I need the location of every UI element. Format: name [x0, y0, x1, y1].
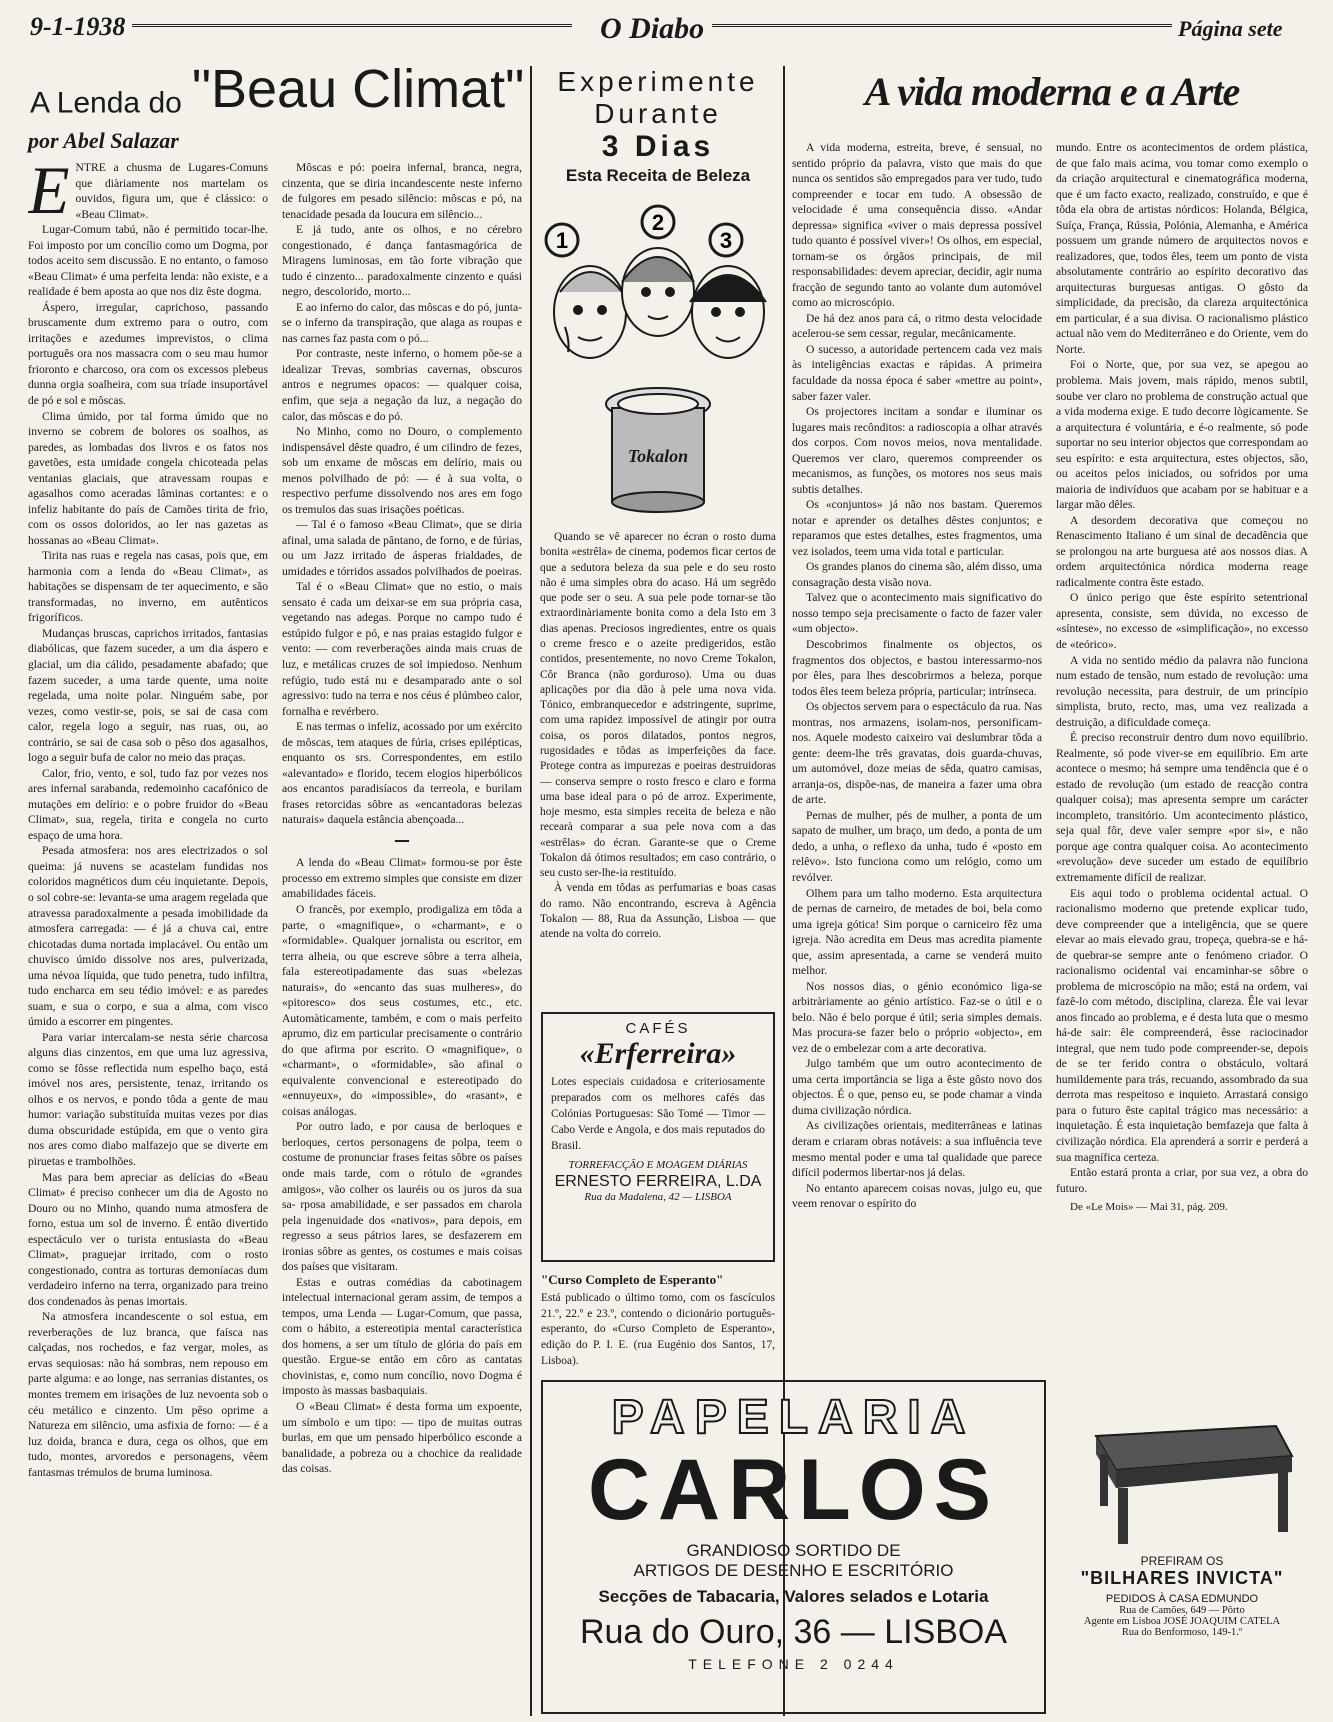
lead-paragraph: NTRE a chusma de Lugares-Comuns que diàriamente nos martelam os ouvidos, figura um, que é clássico: o «Beau Climat».: [75, 161, 268, 221]
paragraph: Tal é o «Beau Climat» que no estio, o mais sensato é cada um deixar-se em sua própria casa, vegetando nas adegas. Porque no campo tudo é estúpido fulgor e pó, e nas praias estagido fulgor e vento: — com reverberações ainda mais cruas de luz, e metálicas cruzes de sol impiedoso. Nenhum refúgio, tudo está nu e desamparado ante o sol agressivo: tudo na terra e nos céus é plúmbeo calor, fornalha e revérbero.: [282, 580, 522, 718]
face-middle-woman-icon: [622, 248, 694, 336]
paragraph: E já tudo, ante os olhos, e no cérebro congestionado, é dança fantasmagórica de Miragens luminosas, em tão forte vibração que tudo é cinzento... paradoxalmente cinzento e quási negro, descolorido, morto...: [282, 223, 522, 299]
paragraph: A vida moderna, estreita, breve, é sensual, no sentido próprio da palavra, visto que mais do que nunca os sentidos são empregados para ver tudo, tudo compreender e tocar em tudo. A obsessão de velocidade é uma consequência disso. «Andar depressa» significa «viver o mais depressa possível tudo quanto é possível viver»! Os olhos, em especial, tornam-se os órgãos principais, de mil responsabilidades: devem apreciar, decidir, agir numa fracção de segundo tanto ao volante dum automóvel como ao microscópio.: [792, 141, 1042, 310]
article-column-1a: [28, 160, 268, 1715]
paragraph: As civilizações orientais, mediterrâneas e latinas deram e criaram obras notáveis: a sua influência teve mesmo mental poder e uma tal qualidade que parece difícil podermos libertar-nos já delas.: [792, 1119, 1042, 1180]
cafes-address: Rua da Madalena, 42 — LISBOA: [584, 1190, 732, 1203]
face-old-woman-icon: [554, 266, 626, 358]
paragraph: No Minho, como no Douro, o complemento indispensável dêste quadro, é um cilindro de fezes, sob um enxame de môscas em delírio, mais ou menos polvilhado de pó: — é à sua volta, o respectivo perfume dissolvendo nos ares em fogo os tremulos das suas irisações poéticas.: [282, 425, 522, 516]
paragraph: Julgo também que um outro acontecimento de uma certa importância se liga a êste gôsto novo dos objectos. É o que, penso eu, se pode chamar a vinda duma civilização nórdica.: [792, 1057, 1042, 1117]
papelaria-line4: ARTIGOS DE DESENHO E ESCRITÓRIO: [633, 1561, 954, 1580]
paragraph: Para variar intercalam-se nesta série charcosa alguns dias cinzentos, em que uma luz agressiva, como se fôsse reflectida num espelho baço, está imóvel nos ares, persistente, tenaz, irritando os olhos e os nervos, e pondo tôda a gente de mau humor: variação substituída muitas vezes por dias duma obscuridade estúpida, em que o vento gira nos ares como diabo malfazejo que se diverte em piruetas e trambolhões.: [28, 1030, 268, 1168]
drop-cap: E: [28, 160, 70, 228]
paragraph: Olhem para um talho moderno. Esta arquitectura de pernas de carneiro, de metades de boi, bela como uma igreja gótica! Sim porque o carniceiro fêz uma igreja. Não acredita em Deus mas acredita piamente que, assim apresentada, a carne se venderá muito melhor.: [792, 886, 1042, 978]
byline: por Abel Salazar: [28, 128, 179, 153]
article-column-2a: [792, 140, 1042, 1212]
papelaria-line3: GRANDIOSO SORTIDO DE: [686, 1541, 901, 1560]
bilhares-brand: "BILHARES INVICTA": [1080, 1568, 1284, 1588]
paragraph: Eis aqui todo o problema ocidental actual. O racionalismo moderno que pretende explicar tudo, deve compreender que a inteligência, que se quere elevar ao mais elevado grau, tropeça, quebra-se e há-de quebrar-se sempre ante o fenómeno criador. O racionalismo ocidental vai encaminhar-se sôbre o problema de microscópio na mão; está na ordem, vai fazê-lo com método, disciplina, clareza. Êle vai levar anos fincado ao problema, e é desta luta que o mesmo há-de sair: êle compreenderá, êsse raciocinador integral, que nem tudo pode compreender-se, depois de se ter ferido contra o obstáculo, voltará humildemente para trás, recuando, assombrado da sua derrota mas respeitoso e inquieto. Arrastará consigo para o futuro êste capital trágico mas necessário: a inquietação. É esta inquietação bemfazeja que falta à civilização nórdica. Ela aprenderá a sorrir e perderá a sua magnífica certeza.: [1056, 886, 1308, 1164]
bilhares-line4: Rua de Camões, 649 — Pôrto: [1119, 1605, 1245, 1616]
paragraph: Talvez que o acontecimento mais significativo do nosso tempo seja precisamente o facto de fazer valer «um objecto».: [792, 591, 1042, 636]
papelaria-address: Rua do Ouro, 36 — LISBOA: [579, 1613, 1008, 1651]
newspaper-title: O Diabo: [600, 12, 705, 45]
paragraph: Foi o Norte, que, por sua vez, se apegou ao problema. Mais jovem, mais rápido, menos subtil, soube ver claro no problema de construção actual que a vida moderna exige. E tudo decorre lògicamente. Se a arquitectura é voluntária, e é-o realmente, só pode suportar no seu interior objectos que correspondam ao seu espírito: e esta arquitectura, estes objectos, são, ou aceitos pelos iniciados, ou sofridos por uma maioria de indivíduos que acabam por se habituar e a largar mão dêles.: [1056, 358, 1308, 512]
paragraph: O sucesso, a autoridade pertencem cada vez mais às inteligências exactas e rápidas. A primeira faculdade da nossa época é saber «mettre au point», saber fazer valer.: [792, 342, 1042, 403]
cafes-body: Lotes especiais cuidadosa e criteriosamente preparados com os melhores cafés das Colónias Portuguesas: São Tomé — Timor — Cabo Verde e Angola, e dos mais reputados do Brasil.: [551, 1076, 765, 1152]
paragraph: Descobrimos finalmente os objectos, os fragmentos dos objectos, e bastou interessarmo-nos por êles, para lhes descobrirmos a beleza, porque todos êles teem beleza própria, particular; intrínseca.: [792, 638, 1042, 698]
badge-3-label: 3: [719, 228, 733, 253]
tokalon-ad: [540, 66, 776, 1006]
tokalon-copy: [540, 530, 776, 943]
paragraph: Então estará pronta a criar, por sua vez, a obra do futuro.: [1056, 1166, 1308, 1195]
paragraph: Quando se vê aparecer no écran o rosto duma bonita «estrêla» de cinema, podemos ficar certos de que a sedutora beleza da sua pele e do seu rosto não é uma simples obra do acaso. Há um segrêdo que pode ser o seu. A sua pele pode tornar-se tão extraordinàriamente bonita como a dela Isto em 3 dias apenas. Preciosos ingredientes, entre os quais o creme fresco e o azeite predigeridos, estão contidos, presentemente, no novo Creme Tokalon, Côr Branca (não gorduroso). Uma ou duas aplicações por dia dão à pele uma nova vida. Tónico, embranquecedor e adstringente, suprime, com uma rapidez impossível de atingir por outra coisa, os poros dilatados, pontos negros, rugosidades e tôdas as imperfeições da face. Protege contra as impurezas e poeiras destruidoras — conserva sempre o rosto fresco e claro e forma uma base ideal para o pó de arroz. Experimente, hoje mesmo, esta simples receita de beleza e não recearà comparar a sua pele nova com a das «estrêlas» do écran. Garante-se que o Creme Tokalon dá ótimos resultados; em caso contrário, o seu custo ser-lhe-ia restituído.: [540, 531, 776, 880]
paragraph: E nas termas o infeliz, acossado por um exército de môscas, tem ataques de fúria, crises epilépticas, enquanto os srs. Correspondentes, em estilo «alevantado» e florido, tecem elogios hiperbólicos aos encantos paradisíacos da terreola, e burilam frases retorcidas sôbre as «encantadoras belezas naturais» daquela estância abençoada...: [282, 720, 522, 827]
face-young-woman-icon: [690, 266, 766, 358]
headline-main: "Beau Climat": [191, 59, 525, 119]
paragraph: A vida no sentido médio da palavra não funciona num estado de tensão, num estado de revolução: uma revolução necessita, para destruir, de um princípio simplista, bruto, recto, mas, uma vez realizada a destruição, a dificuldade começa.: [1056, 653, 1308, 729]
paragraph: À venda em tôdas as perfumarias e boas casas do ramo. Não encontrando, escreva à Agência Tokalon — 88, Rua da Assunção, Lisboa — que atende na volta do correio.: [540, 882, 776, 941]
paragraph: mundo. Entre os acontecimentos de ordem plástica, de que falo mais acima, vou tomar como exemplo o da criação arquitectural e cinematográfica moderna, que é um facto exacto, realizado, construído, e que é tôda ela obra de artistas nórdicos: Holanda, Bélgica, Suíça, França, Rússia, Polónia, Alemanha, e América possuem um grande número de arquitectos novos e realizadores, que, todos êles, teem um ponto de vista absolutamente contrário ao espírito decorativo das arquitecturas burguesas antigas. O gôsto da simplicidade, da precisão, da clareza arquitectónica em particular, é a sua divisa. O racionalismo plástico actual não vem do Mediterrâneo e do Oriente, vem do Norte.: [1056, 141, 1308, 356]
paragraph: Estas e outras comédias da cabotinagem intelectual internacional geram assim, de tempos a tempos, uma Lenda — Lugar-Comum, que passa, com o hábito, a estereotipia mental característica dos homens, a ser um título de glória do país em questão. Ergue-se então em côro as cantatas chovinistas, e, como num concílio, novo Dogma é imposto às massas basbaquiais.: [282, 1275, 522, 1398]
cafes-title: CAFÉS: [625, 1020, 691, 1037]
esperanto-body: Está publicado o último tomo, com os fascículos 21.º, 22.º e 23.º, contendo o dicionário português-esperanto, do «Curso Completo de Esperanto», edição do P. I. E. (rua Eugénio dos Santos, 17, Lisboa).: [541, 1292, 775, 1367]
papelaria-brand: CARLOS: [587, 1442, 1000, 1538]
article-headline-vida: A vida moderna e a Arte: [864, 69, 1240, 114]
page-number: Página sete: [1178, 16, 1283, 41]
article-column-2b: [1056, 140, 1308, 1212]
cafes-ad: [541, 1012, 775, 1262]
cafes-company: ERNESTO FERREIRA, L.DA: [554, 1172, 762, 1190]
paragraph: Môscas e pó: poeira infernal, branca, negra, cinzenta, que se diria incandescente neste inferno de fulgores em pesado silêncio: môscas e pó, na tenacidade pesada da loucura em silêncio...: [282, 161, 522, 221]
paragraph: Por outro lado, e por causa de berloques e berloques, certos personagens de polpa, teem o costume de pronunciar frases feitas sôbre os países onde mais tarde, com o rótulo de «grandes amigos», vão colher os lauréis ou os juros da sua sa- rposa amabilidade, e ser passados em charola pela ingenuidade dos «nativos», para depois, em regresso a seus pátrios lares, se desfazerem em ironias sôbre as gentes, os costumes e mais coisas dos países que visitaram.: [282, 1120, 522, 1274]
esperanto-title: "Curso Completo de Esperanto": [541, 1272, 724, 1287]
bilhares-ad: [1056, 1380, 1308, 1714]
paragraph: O «Beau Climat» é desta forma um expoente, um símbolo e um tipo: — tipo de muitas outras burlas, em que um pensado hiperbólico esconde a banalidade, a pobreza ou a chochice da realidade das coisas.: [282, 1399, 522, 1476]
badge-2-label: 2: [651, 210, 665, 235]
header-rule-left: [132, 24, 572, 33]
paragraph: A desordem decorativa que começou no Renascimento Italiano é um sinal de decadência que se prolongou na arte burguesa até aos nossos dias. A ordem arquitectónica nórdica moderna reage radicalmente contra êste estado.: [1056, 513, 1308, 589]
bilhares-line6: Rua do Benformoso, 149-1.º: [1121, 1627, 1243, 1638]
ad-line-receita: Esta Receita de Beleza: [565, 166, 751, 185]
esperanto-notice: [541, 1272, 775, 1370]
cafes-brand: «Erferreira»: [579, 1037, 737, 1070]
paragraph: O francês, por exemplo, prodigaliza em tôda a parte, o «magnifique», o «charmant», e o «formidable». Qualquer jornalista ou escritor, em terra alheia, ou que escreve sôbre a terra alheia, fala estereotipadamente das suas «belezas naturais», do «encanto das suas mulheres», do «pitoresco» dos seus costumes, etc., etc. Automàticamente, também, e com o mais perfeito aprumo, diz em particular precisamente o contrário do que afirma por escrito. O «magnifique», o «charmant», o «formidable», são afinal o equivalente convencional e estereotipado do «ennuyeux», do «impossible», do «rasant», e coisas análogas.: [282, 902, 522, 1118]
jar-label: Tokalon: [627, 446, 689, 466]
paragraph: Nos nossos dias, o génio económico liga-se arbitràriamente ao génio artístico. Faz-se o útil e o belo. Não é belo porque é útil; seria simples demais. Mas procura-se fazer belo o próprio «objecto», em vez de o embelezar com a arte decorativa.: [792, 979, 1042, 1055]
issue-date: 9-1-1938: [30, 12, 126, 41]
headline-pre: A Lenda do: [30, 86, 182, 120]
paragraph: — Tal é o famoso «Beau Climat», que se diria afinal, uma salada de pântano, de forno, e de fúrias, ou um Jazz irritado de ásperas frialdades, de umidades e tórridos assados polvilhados de poeiras.: [282, 518, 522, 578]
cafes-tag: TORREFACÇÃO E MOAGEM DIÁRIAS: [568, 1158, 748, 1171]
paragraph: Lugar-Comum tabú, não é permitido tocar-lhe. Foi imposto por um concílio como um Dogma, por todos aceito sem discussão. E no entanto, o famoso «Beau Climat» é uma perfeita lenda: não existe, e a realidade é bem aposta ao que nos diz êste dogma.: [28, 223, 268, 299]
paragraph: Os objectos servem para o espectáculo da rua. Nas montras, nos armazens, isolam-nos, personificam-nos. Aquele modesto caixeiro vai deslumbrar tôda a gente: deem-lhe três gravatas, dois guarda-chuvas, um automóvel, doze meias de sêda, quatro camisas, arranja-os, dispõe-nas, de maneira a fazer uma obra de arte.: [792, 700, 1042, 807]
bilhares-line3: PEDIDOS À CASA EDMUNDO: [1105, 1593, 1259, 1605]
paragraph: A lenda do «Beau Climat» formou-se por êste processo em extremo simples que consiste em dizer amabilidades fáceis.: [282, 856, 522, 901]
header-rule-right: [712, 24, 1172, 33]
badge-1-label: 1: [555, 228, 569, 253]
article-source: De «Le Mois» — Mai 31, pág. 209.: [1070, 1201, 1228, 1212]
article-headline: [30, 59, 525, 128]
paragraph: É preciso reconstruir dentro dum novo equilíbrio. Realmente, só pode viver-se em equilíbrio. Em arte acontece o mesmo; há sempre uma tendência que é o estado de revolução (um estado de reacção contra qualquer coisa); mas apresenta sempre um carácter incompleto, transitório. Um acontecimento plástico, seja qual fôr, deve valer sempre «por si», e não porque age contra qualquer coisa. Ao acontecimento «revolução» deve suceder um estado de equilíbrio extremamente difícil de realizar.: [1056, 731, 1308, 884]
ad-line-experimente: Experimente: [557, 66, 759, 97]
paragraph: Pernas de mulher, pés de mulher, a ponta de um sapato de mulher, um braço, um dedo, a ponta de um dedo, a unha, o reflexo da unha, tudo é «posto em relêvo». Isto funciona como um relógio, como um revólver.: [792, 808, 1042, 884]
paragraph: Mudanças bruscas, caprichos irritados, fantasias diabólicas, que fazem suceder, a um dia áspero e glacial, um dia cálido, pesadamente abafado; que fazem suceder, a uma tarde quente, uma noite regelada, uma noite polar. Ninguém sabe, por vezes, como vestir-se, pois, se sai de casa com calor, regela logo a seguir, nas ruas, ou, ao contrário, se sai de casa sob o pêso dos agasalhos, logo a seguir bufa de calor no meio das praças.: [28, 626, 268, 765]
paragraph: No entanto aparecem coisas novas, julgo eu, que veem renovar o espírito do: [792, 1181, 1042, 1211]
paragraph: Áspero, irregular, caprichoso, passando bruscamente dum extremo para o outro, com irritações e azedumes imprevistos, o clima português ora nos massacra com o seu mau humor frioronto e charcoso, ora com os excessos plebeus dunna orgia soalheira, com sua tríade insuportável de pó e sol e môscas.: [28, 300, 268, 407]
section-separator: ━━: [395, 834, 409, 848]
paragraph: Clima úmido, por tal forma úmido que no inverno se cobrem de bolores os soalhos, as paredes, as lombadas dos livros e os fatos nos gavetões, esta umidade congela chicoteada pelas ventanias glaciais, que atravessam roupas e agasalhos como aceradas lâminas cortantes: e o infeliz habitante do país de Camões tirita de frio, com os ossos doloridos, ao ler nas gazetas as hossanas ao «Beau Climat».: [28, 409, 268, 547]
papelaria-line5: Secções de Tabacaria, Valores selados e Lotaria: [598, 1587, 989, 1606]
paragraph: Tirita nas ruas e regela nas casas, pois que, em harmonia com a lenda do «Beau Climat», as habitações se dispensam de ter aquecimento, e são transformadas, no inverno, em autênticos frigoríficos.: [28, 549, 268, 625]
paragraph: E ao inferno do calor, das môscas e do pó, junta-se o inferno da transpiração, que alaga as roupas e nas carnes faz pasta com o pó...: [282, 300, 522, 345]
ad-line-3-dias: 3 Dias: [601, 130, 715, 163]
article-column-1b: [282, 160, 522, 1715]
papelaria-title: PAPELARIA: [611, 1391, 976, 1444]
bilhares-line5: Agente em Lisboa JOSÉ JOAQUIM CATELA: [1083, 1616, 1281, 1627]
paragraph: De há dez anos para cá, o ritmo desta velocidade acelerou-se sem cessar, regular, mecânicamente.: [792, 311, 1042, 341]
paragraph: Por contraste, neste inferno, o homem põe-se a idealizar Trevas, sombrias cavernas, obscuros antros e negrumes opacos: — qualquer coisa, enfim, que seja a negação da luz, a negação do calor, das môscas e do pó.: [282, 347, 522, 423]
paragraph: Os projectores incitam a sondar e iluminar os lugares mais recônditos: a radioscopia a olhar através dos corpos. Com novos meios, nova mentalidade. Queremos ver claro, queremos compreender os mecanismos, as funções, os motores nos seus mais subtis detalhes.: [792, 405, 1042, 496]
tokalon-illustration: [540, 192, 776, 522]
paragraph: Os «conjuntos» já não nos bastam. Queremos notar e aprender os detalhes dêstes conjuntos; e reparamos que estes detalhes, estes fragmentos, uma vez isolados, teem uma vida total e particular.: [792, 498, 1042, 558]
paragraph: Pesada atmosfera: nos ares electrizados o sol queima: já nuvens se acastelam fundidas nos coloridos magnéticos dum céu inquietante. Depois, o sol cobre-se: levanta-se uma aragem regelada que atravessa paradoxalmente a pesada imobilidade da atmosfera carregada: — é já a chuva cai, entre chicotadas duma nortada implacável. Ou então um chuvisco úmido dissolve nos ares, pulverizada, uma névoa líquida, que tudo penetra, tudo infiltra, tudo encharca em seu tédio imóvel: e as paredes suam, e sua o corpo, e sua a alma, com visco úmido a escorrer em pingentes.: [28, 844, 268, 1029]
billiard-table-icon: [1056, 1396, 1308, 1546]
papelaria-phone: TELEFONE 2 0244: [688, 1656, 899, 1672]
column-divider-1: [530, 66, 532, 1716]
paragraph: O único perigo que êste espírito setentrional apresenta, consiste, sem dúvida, no excesso de «síntese», no excesso de «simplificação», no excesso de «teórico».: [1056, 591, 1308, 651]
paragraph: Mas para bem apreciar as delícias do «Beau Climat» é preciso conhecer um dia de Agosto no Douro ou no Minho, quando numa atmosfera de forno, estua um sol de inverno. É então divertido espectáculo ver o turista entusiasta do «Beau Climat», praguejar irritado, com o rosto congestionado, contra as torturas demoníacas dum verdadeiro inferno na terra, organizado para treino dos condenados às penas imortais.: [28, 1170, 268, 1308]
ad-line-durante: Durante: [594, 98, 722, 129]
bilhares-line1: PREFIRAM OS: [1140, 1554, 1224, 1568]
paragraph: Os grandes planos do cinema são, além disso, uma consagração desta visão nova.: [792, 560, 1042, 589]
paragraph: Calor, frio, vento, e sol, tudo faz por vezes nos ares infernal sarabanda, redemoinho cacafónico de mutações em delírio: e o pobre fruidor do «Beau Climat», sua, regela, tirita e congela no curto espaço de uma hora.: [28, 766, 268, 842]
papelaria-ad: [541, 1380, 1046, 1714]
paragraph: Na atmosfera incandescente o sol estua, em reverberações de luz branca, que faísca nas calçadas, nos rochedos, e faz vergar, moles, as ervas sequiosas: não há sombras, nem repouso em parte alguma: e ao longe, nas serranias distantes, os montes tremem em irisações de luz nevoenta sob o céu metálico e cinzento. Um pêso oprime a Natureza em silêncio, uma asfixia de forno: — é a luz doida, branca e dura, cega os olhos, que em tudo, montes, arvoredos e personagens, vêem fantasmas trémulos de bruma luminosa.: [28, 1310, 268, 1479]
